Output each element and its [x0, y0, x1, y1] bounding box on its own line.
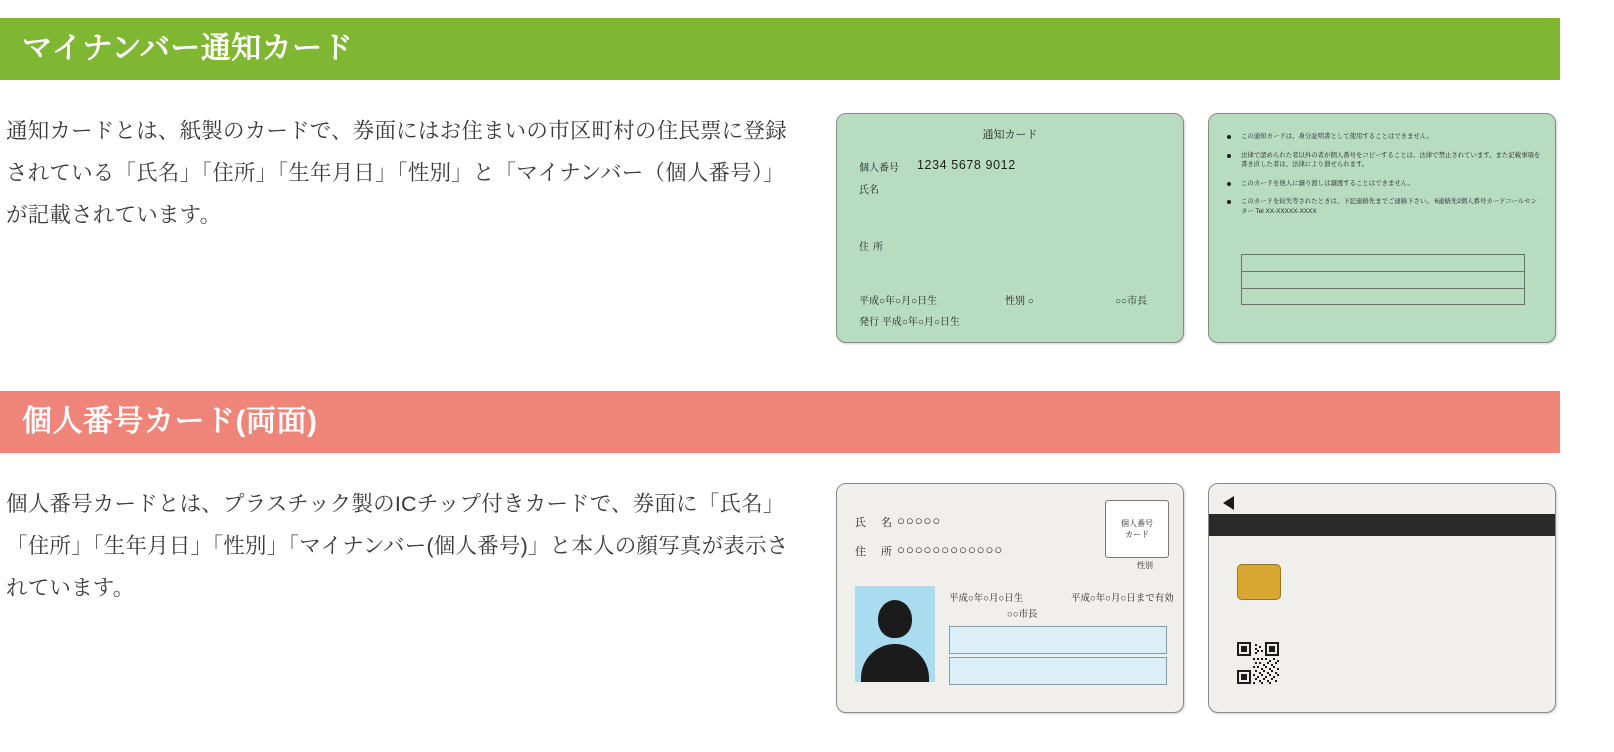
mynumber-blank-strip — [949, 626, 1167, 654]
mynumber-blank-strip — [949, 657, 1167, 685]
notification-issue-date: 発行 平成○年○月○日生 — [859, 317, 960, 328]
qr-code-icon — [1237, 642, 1279, 684]
section-body-mynumber: 個人番号カードとは、プラスチック製のICチップ付きカードで、券面に「氏名」「住所」「生年月日」「性別」「マイナンバー(個人番号)」と本人の顔写真が表示されています。 — [6, 492, 789, 600]
notification-label-number: 個人番号 — [859, 163, 899, 174]
notification-label-address: 住所 — [859, 242, 887, 253]
mynumber-mayor: ○○市長 — [1007, 609, 1038, 620]
mynumber-badge-line1: 個人番号 — [1121, 519, 1153, 528]
notification-mayor: ○○市長 — [1115, 296, 1148, 307]
notification-notice-list — [1225, 132, 1541, 225]
mynumber-label-address: 住 所 — [855, 546, 899, 558]
mynumber-card-front — [836, 483, 1184, 713]
notification-birth-date: 平成○年○月○日生 — [859, 296, 938, 307]
notification-card-title: 通知カード — [982, 129, 1038, 141]
mynumber-gender-label: 性別 — [1137, 561, 1153, 570]
list-item: 法律で認められた者以外の者が個人番号をコピーすることは、法律で禁止されています。また記載事項を書き直した者は、法律により罰せられます。 — [1225, 151, 1541, 170]
section-title-mynumber: 個人番号カード(両面) — [22, 405, 318, 438]
write-line — [1241, 254, 1525, 271]
write-line — [1241, 271, 1525, 288]
notification-card-back — [1208, 113, 1556, 343]
portrait-body-shape — [861, 644, 929, 682]
mynumber-badge-line2: カード — [1125, 530, 1149, 539]
notification-label-name: 氏名 — [859, 185, 879, 196]
ic-chip-icon — [1237, 564, 1281, 600]
notification-card-front — [836, 113, 1184, 343]
mynumber-value-address: ○○○○○○○○○○○○ — [897, 542, 1004, 557]
write-line — [1241, 288, 1525, 305]
portrait-photo — [855, 586, 935, 682]
section-header-mynumber — [0, 391, 1560, 453]
list-item: このカードを紛失等されたときは、下記連絡先までご連絡下さい。 6連絡先2個人番号カードコールセンター Tel XX-XXXXX-XXXX — [1225, 197, 1541, 216]
section-header-notification — [0, 18, 1560, 80]
mynumber-value-name: ○○○○○ — [897, 513, 942, 528]
list-item: このカードを他人に譲り渡しは譲渡することはできません。 — [1225, 179, 1541, 189]
notification-write-lines — [1241, 254, 1525, 305]
portrait-head-shape — [878, 600, 912, 638]
left-triangle-icon — [1223, 496, 1234, 510]
list-item: この通知カードは、身分証明書として使用することはできません。 — [1225, 132, 1541, 142]
section-title-notification: マイナンバー通知カード — [22, 32, 354, 65]
notification-gender: 性別 ○ — [1005, 296, 1034, 307]
section-body-notification: 通知カードとは、紙製のカードで、券面にはお住まいの市区町村の住民票に登録されている「氏名」「住所」「生年月日」「性別」と「マイナンバー（個人番号）」が記載されています。 — [6, 119, 787, 227]
magnetic-stripe-icon — [1209, 514, 1555, 536]
mynumber-label-name: 氏 名 — [855, 517, 899, 529]
mynumber-card-badge — [1105, 500, 1169, 558]
mynumber-expiry-date: 平成○年○月○日まで有効 — [1071, 593, 1174, 604]
notification-value-number: 1234 5678 9012 — [917, 158, 1016, 172]
mynumber-birth-date: 平成○年○月○日生 — [949, 593, 1024, 604]
mynumber-card-back — [1208, 483, 1556, 713]
